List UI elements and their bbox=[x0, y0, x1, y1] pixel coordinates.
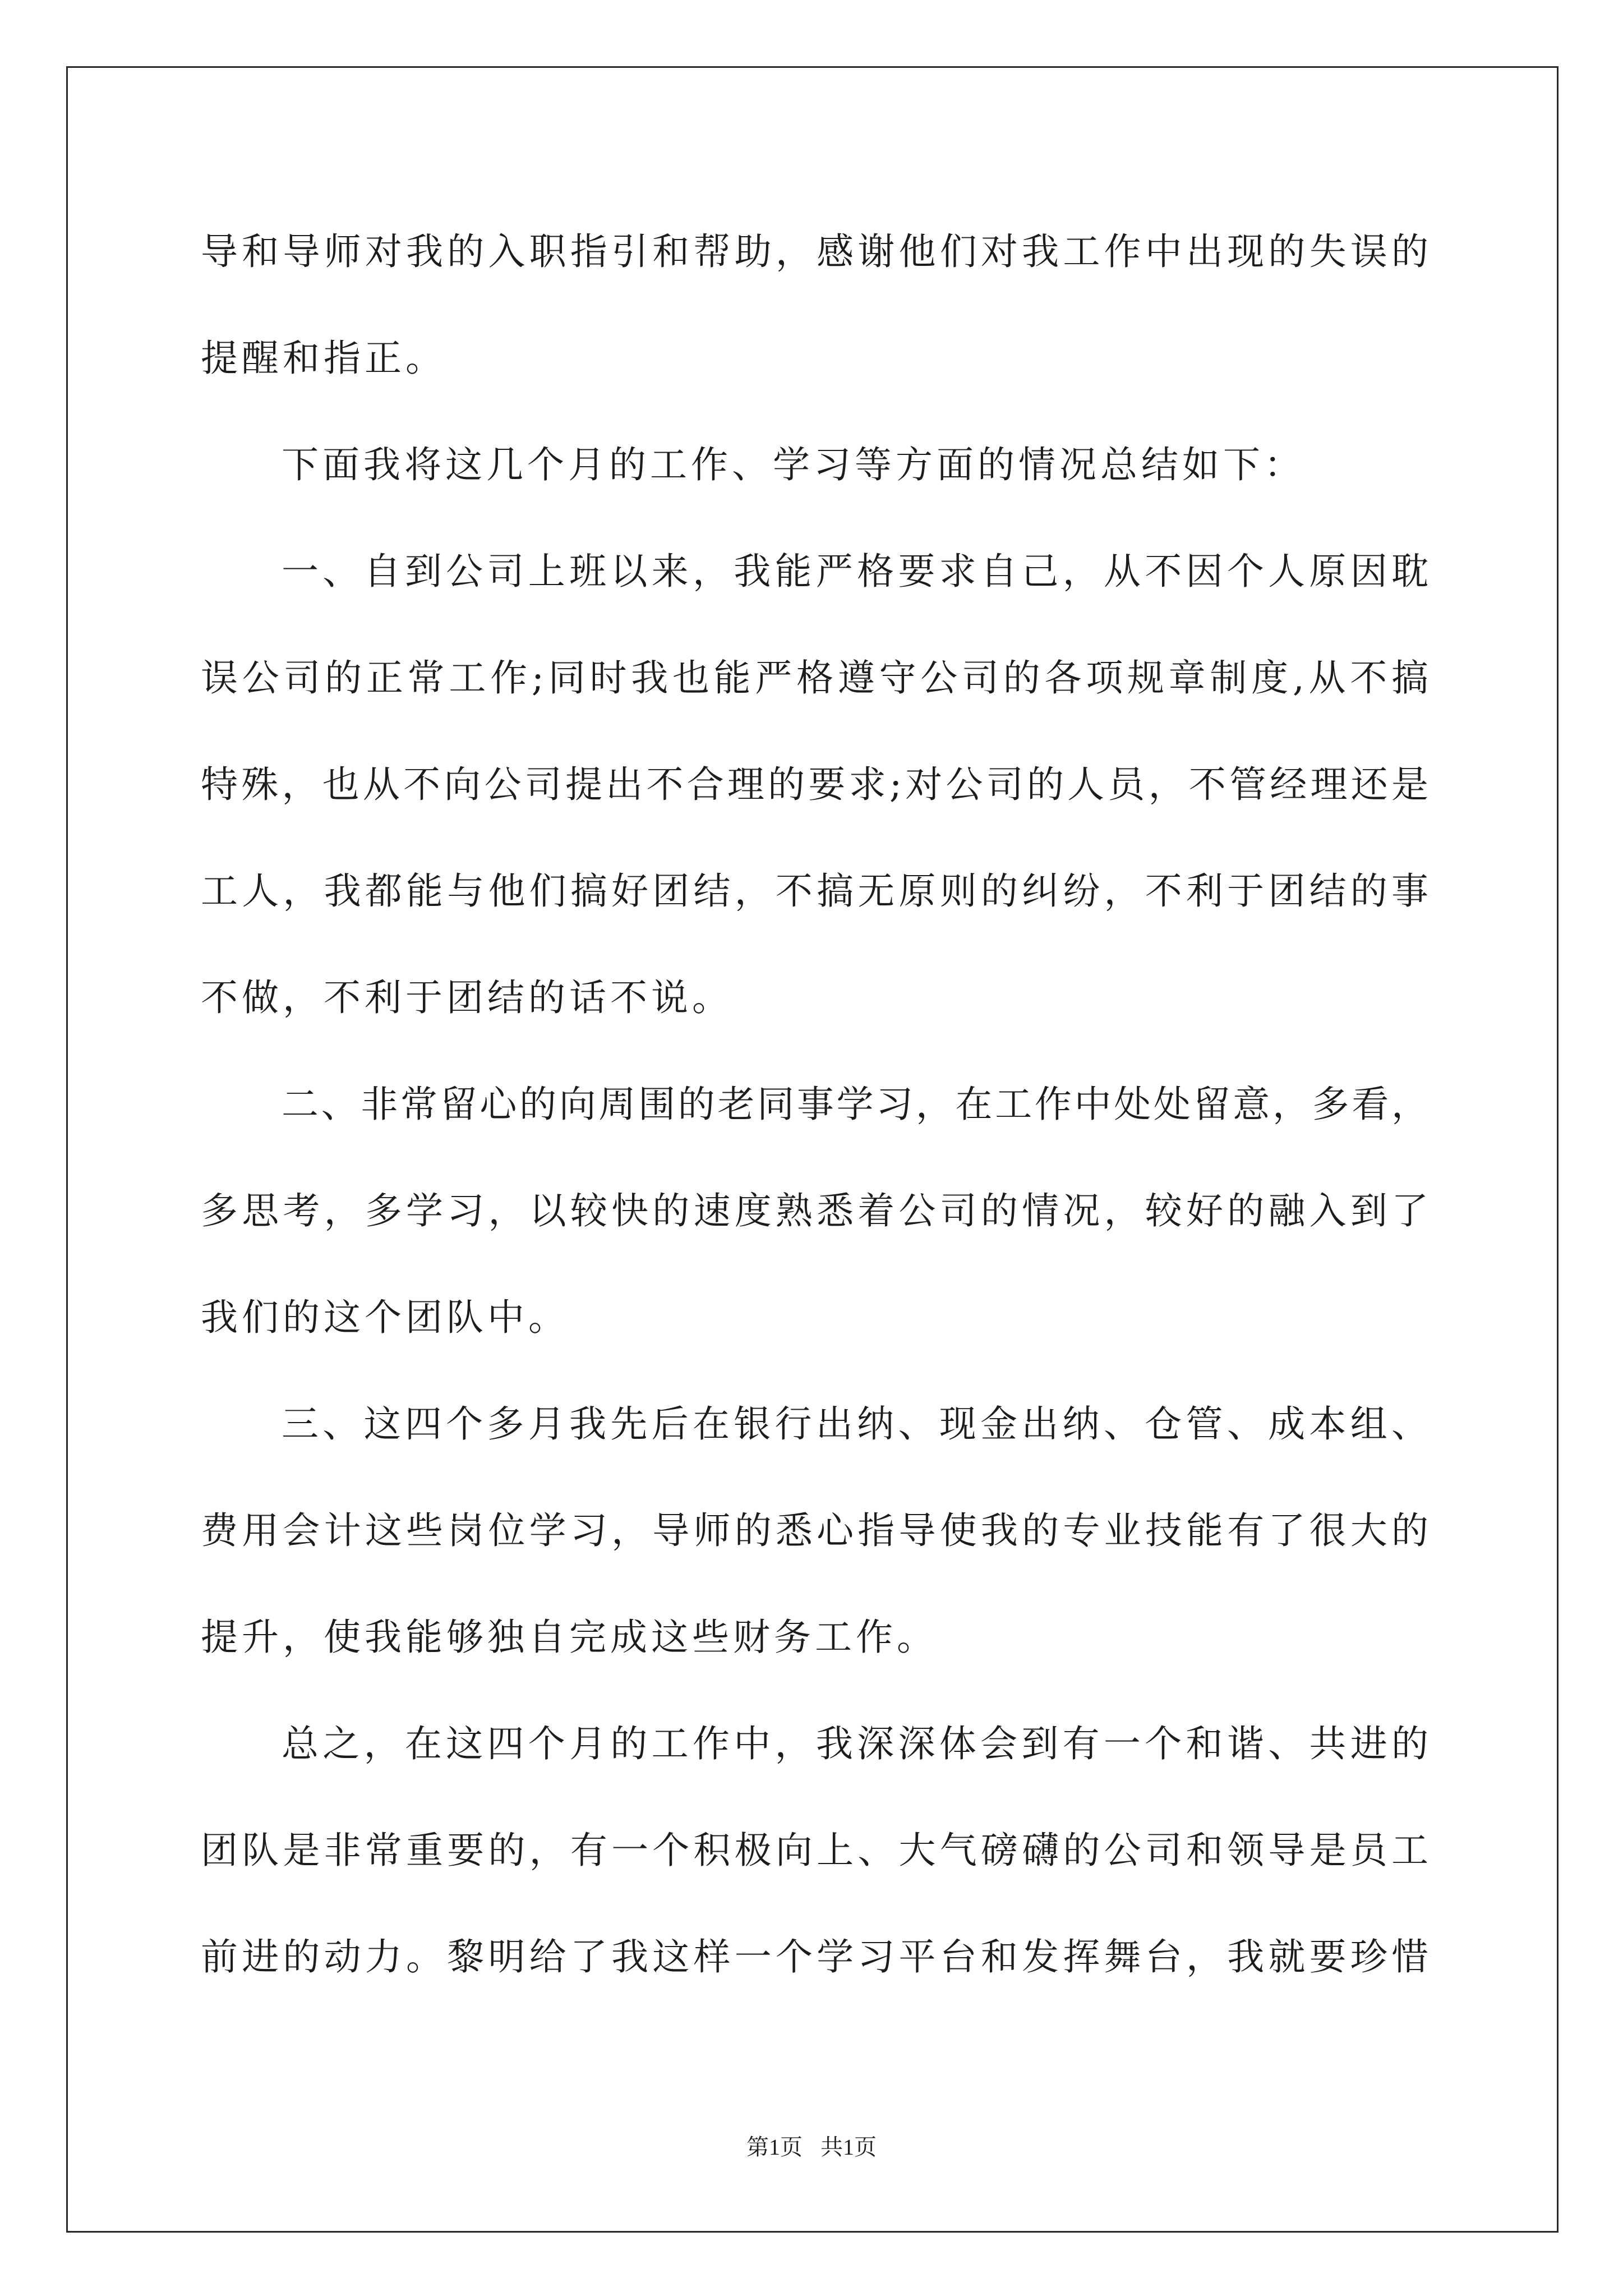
text-line: 费用会计这些岗位学习，导师的悉心指导使我的专业技能有了很大的 bbox=[201, 1509, 1428, 1552]
text-line: 不做，不利于团结的话不说。 bbox=[201, 976, 733, 1019]
document-body bbox=[201, 199, 1428, 2010]
text-line: 我们的这个团队中。 bbox=[201, 1296, 569, 1339]
text-line: 团队是非常重要的，有一个积极向上、大气磅礴的公司和领导是员工 bbox=[201, 1829, 1428, 1872]
text-line: 前进的动力。黎明给了我这样一个学习平台和发挥舞台，我就要珍惜 bbox=[201, 1935, 1428, 1978]
text-line: 一、自到公司上班以来，我能严格要求自己，从不因个人原因耽 bbox=[282, 550, 1428, 593]
paragraph bbox=[201, 1051, 1428, 1371]
page-footer: 第1页 共1页 bbox=[746, 2134, 877, 2160]
paragraph bbox=[201, 1691, 1428, 2010]
text-line: 提醒和指正。 bbox=[201, 337, 446, 380]
text-line: 提升，使我能够独自完成这些财务工作。 bbox=[201, 1616, 938, 1659]
text-line: 导和导师对我的入职指引和帮助，感谢他们对我工作中出现的失误的 bbox=[201, 230, 1428, 273]
paragraph bbox=[201, 412, 1428, 518]
text-line: 三、这四个多月我先后在银行出纳、现金出纳、仓管、成本组、 bbox=[282, 1402, 1428, 1446]
text-line: 工人，我都能与他们搞好团结，不搞无原则的纠纷，不利于团结的事 bbox=[201, 869, 1428, 913]
text-line: 总之，在这四个月的工作中，我深深体会到有一个和谐、共进的 bbox=[282, 1722, 1428, 1765]
paragraph bbox=[201, 1371, 1428, 1691]
text-line: 误公司的正常工作;同时我也能严格遵守公司的各项规章制度,从不搞 bbox=[201, 656, 1428, 700]
paragraph bbox=[201, 199, 1428, 412]
text-line: 多思考，多学习，以较快的速度熟悉着公司的情况，较好的融入到了 bbox=[201, 1189, 1428, 1232]
text-line: 二、非常留心的向周围的老同事学习，在工作中处处留意，多看， bbox=[282, 1083, 1428, 1126]
text-line: 下面我将这几个月的工作、学习等方面的情况总结如下： bbox=[282, 443, 1305, 486]
text-line: 特殊，也从不向公司提出不合理的要求;对公司的人员，不管经理还是 bbox=[201, 763, 1428, 806]
paragraph bbox=[201, 518, 1428, 1051]
